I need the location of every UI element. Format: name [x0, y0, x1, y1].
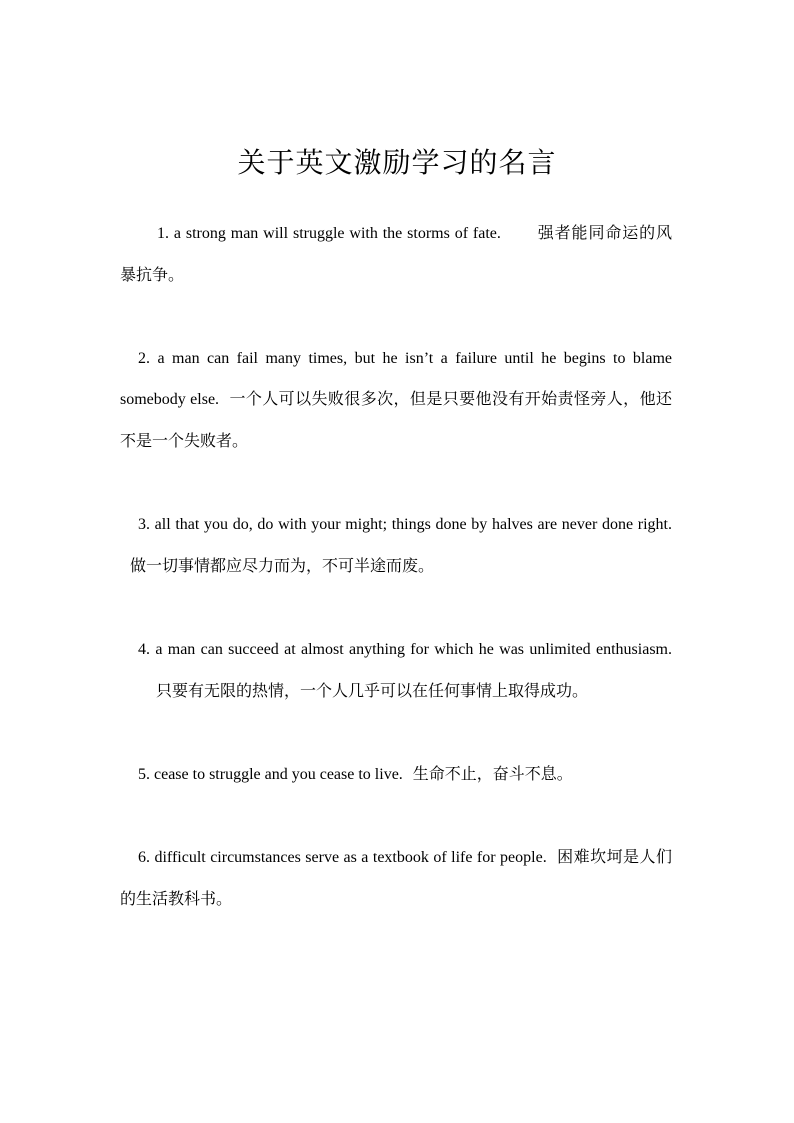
- quote-chinese: 做一切事情都应尽力而为，不可半途而废。: [130, 557, 435, 575]
- quote-english: 5. cease to struggle and you cease to live.: [138, 765, 403, 783]
- quote-list: [120, 213, 672, 962]
- quote-item-3: [120, 504, 672, 587]
- quote-chinese: 强者能同命运的风暴抗争。: [120, 225, 672, 284]
- quote-item-1: [120, 213, 672, 296]
- quote-english: 1. a strong man will struggle with the storms of fate.: [157, 225, 501, 242]
- quote-english: 3. all that you do, do with your might; things done by halves are never done right.: [138, 516, 672, 534]
- quote-item-5: [120, 754, 672, 796]
- quote-chinese: 生命不止，奋斗不息。: [412, 765, 573, 783]
- quote-chinese: 只要有无限的热情，一个人几乎可以在任何事情上取得成功。: [156, 682, 589, 700]
- quote-english: 2. a man can fail many times, but he isn’t a failure until he begins to blame somebody else.: [120, 349, 672, 409]
- quote-chinese: 困难坎坷是人们的生活教科书。: [120, 848, 672, 908]
- quote-english: 4. a man can succeed at almost anything for which he was unlimited enthusiasm.: [138, 640, 672, 658]
- quote-english: 6. difficult circumstances serve as a textbook of life for people.: [138, 848, 547, 866]
- document-title: 关于英文激励学习的名言: [237, 148, 557, 179]
- quote-item-2: [120, 338, 672, 463]
- quote-item-4: [120, 629, 672, 712]
- quote-chinese: 一个人可以失败很多次，但是只要他没有开始责怪旁人，他还不是一个失败者。: [120, 391, 672, 450]
- quote-item-6: [120, 837, 672, 920]
